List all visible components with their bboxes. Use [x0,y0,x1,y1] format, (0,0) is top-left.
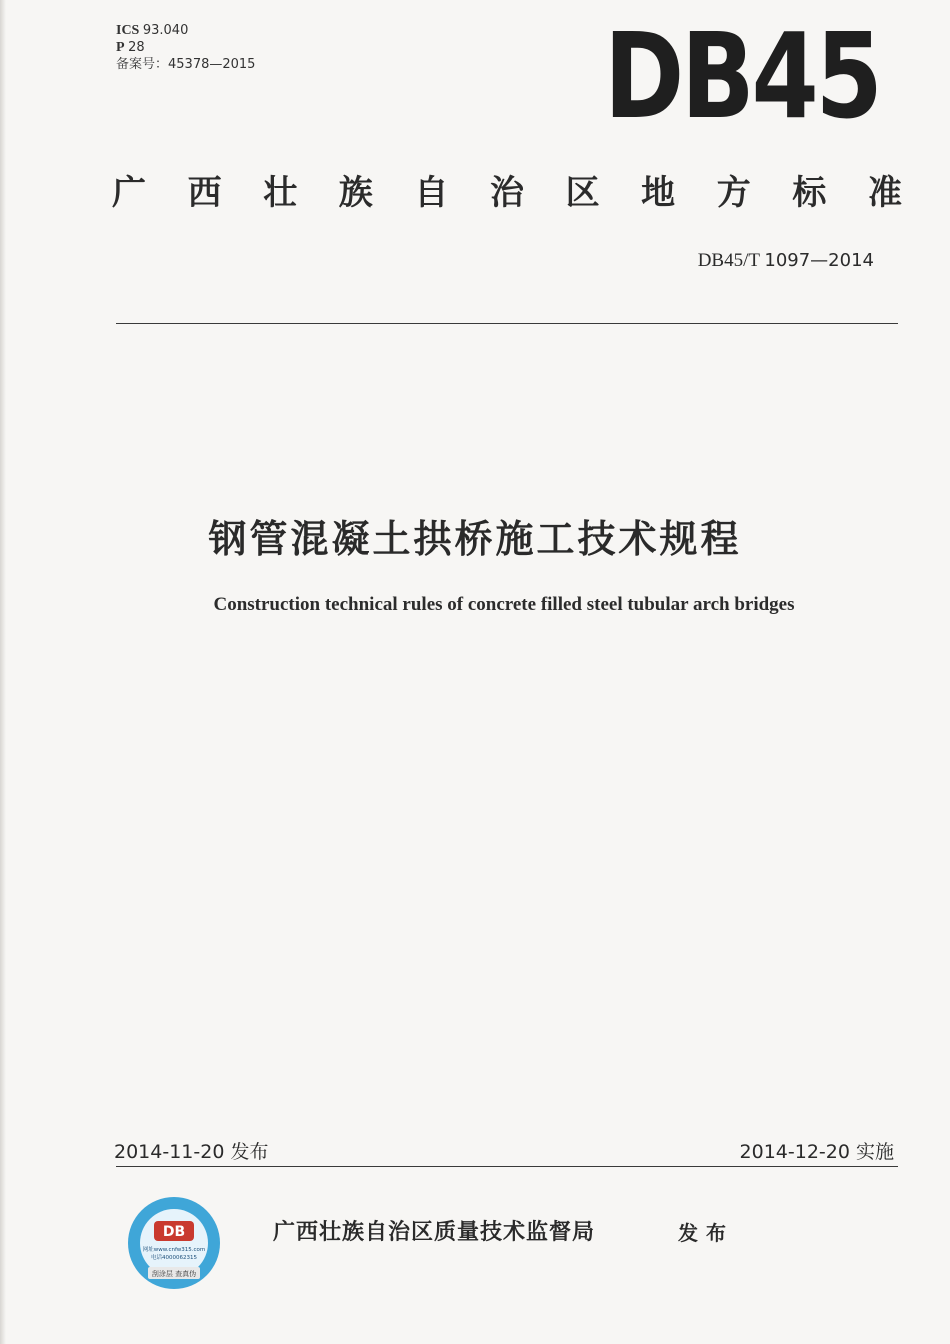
page-edge [0,0,6,1344]
issue-date: 2014-11-20 发布 [114,1141,269,1163]
standard-number [698,250,874,272]
top-divider [116,323,898,324]
db45-logo: DB45 [604,7,880,145]
p-value: 28 [128,40,145,55]
p-label: P [116,40,125,55]
category-char: 壮 [263,173,298,213]
seal-scratch-text: 刮涂层 查真伪 [151,1270,197,1278]
standard-category [112,165,902,211]
category-char: 标 [792,173,827,213]
seal-inner-disc [140,1209,208,1277]
classification-block [116,22,255,73]
ics-label: ICS [116,23,140,38]
category-char: 广 [112,173,146,213]
standard-number-prefix: DB45/T [697,250,760,271]
publisher-action: 发布 [678,1221,734,1245]
anti-counterfeit-seal-icon [126,1195,222,1291]
document-title-english: Construction technical rules of concrete filled steel tubular arch bridges [213,594,795,615]
record-value: 45378—2015 [168,57,256,72]
p-row [116,39,255,56]
seal-logo-text: DB [162,1224,186,1240]
category-char: 西 [187,173,222,213]
implementation-date: 2014-12-20 实施 [739,1141,894,1163]
document-title-chinese: 钢管混凝土拱桥施工技术规程 [208,517,742,561]
standard-number-value: 1097—2014 [764,250,874,271]
publisher-name: 广西壮族自治区质量技术监督局 [273,1220,596,1245]
record-label: 备案号： [116,57,169,72]
ics-value: 93.040 [142,23,189,38]
category-char: 族 [338,173,373,213]
category-char: 区 [565,173,600,213]
category-char: 方 [716,173,751,213]
ics-row [116,22,255,39]
category-char: 自 [414,173,449,213]
bottom-divider [116,1166,898,1167]
seal-website: 网址www.cnfw315.com [142,1247,206,1253]
category-char: 准 [867,173,902,213]
category-char: 地 [641,173,676,213]
seal-phone: 电话4000062315 [151,1255,197,1261]
record-row [116,56,255,73]
category-char: 治 [489,173,524,213]
